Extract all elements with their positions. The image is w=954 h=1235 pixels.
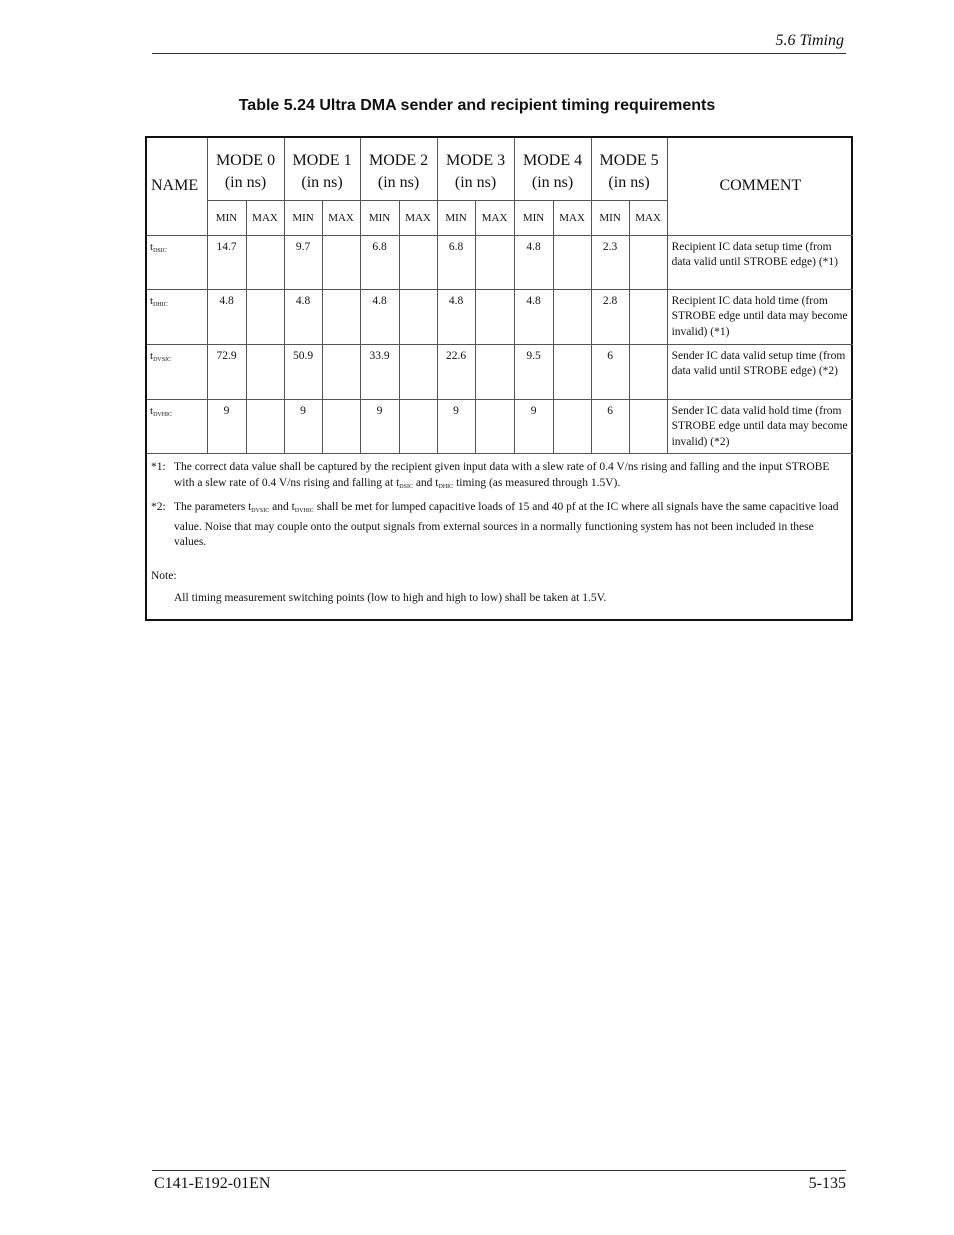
mode-1-max-value: [322, 344, 360, 399]
mode-3-min-value: 22.6: [437, 344, 475, 399]
mode-3-min-header: MIN: [437, 200, 475, 235]
footnote-2: [151, 500, 847, 551]
table-row: [147, 344, 853, 399]
mode-1-min-value: 9: [284, 399, 322, 453]
footnote-1-sub-2: DHIC: [438, 483, 454, 490]
mode-0-max-value: [246, 399, 284, 453]
mode-0-min-header: MIN: [207, 200, 246, 235]
mode-4-min-value: 9.5: [514, 344, 553, 399]
mode-4-label: MODE 4: [523, 152, 583, 169]
footnote-1-mark: *1:: [151, 461, 166, 473]
mode-5-header: [591, 138, 667, 200]
param-name-sub: DVSIC: [153, 356, 172, 363]
mode-2-max-value: [399, 235, 437, 289]
param-name-sub: DHIC: [153, 301, 168, 308]
mode-2-max-value: [399, 399, 437, 453]
comment-header: COMMENT: [667, 138, 853, 235]
footnote-2-text-b: and t: [269, 501, 295, 513]
mode-5-min-value: 6: [591, 344, 629, 399]
note-label: Note:: [151, 569, 177, 582]
mode-0-max-value: [246, 235, 284, 289]
mode-2-unit: (in ns): [377, 174, 420, 191]
param-name: [147, 399, 207, 453]
mode-0-max-value: [246, 344, 284, 399]
mode-3-min-value: 4.8: [437, 289, 475, 344]
row-comment: Sender IC data valid setup time (from data valid until STROBE edge) (*2): [667, 344, 853, 399]
mode-2-max-value: [399, 289, 437, 344]
header-text: 5.6 Timing: [775, 32, 844, 49]
mode-0-min-value: 14.7: [207, 235, 246, 289]
mode-1-max-value: [322, 235, 360, 289]
mode-0-max-header: MAX: [246, 200, 284, 235]
mode-2-min-header: MIN: [360, 200, 399, 235]
mode-4-max-value: [553, 235, 591, 289]
footnote-1-text-c: timing (as measured through 1.5V).: [453, 476, 621, 489]
mode-3-min-value: 6.8: [437, 235, 475, 289]
mode-1-label: MODE 1: [292, 152, 352, 169]
param-name-sub: DSIC: [153, 247, 167, 254]
mode-3-max-value: [475, 235, 514, 289]
footnote-2-text-a: The parameters t: [174, 501, 252, 513]
mode-3-max-value: [475, 289, 514, 344]
mode-5-max-value: [629, 399, 667, 453]
footer-doc-id: C141-E192-01EN: [154, 1175, 271, 1192]
mode-3-max-header: MAX: [475, 200, 514, 235]
mode-1-header: [284, 138, 360, 200]
table-row: [147, 399, 853, 453]
mode-2-header: [360, 138, 437, 200]
mode-2-label: MODE 2: [368, 152, 429, 169]
table-row: [147, 289, 853, 344]
mode-5-min-value: 6: [591, 399, 629, 453]
param-name-base: t: [150, 404, 154, 417]
mode-4-max-value: [553, 399, 591, 453]
param-name-base: t: [150, 240, 154, 253]
mode-1-max-value: [322, 399, 360, 453]
row-comment: Recipient IC data hold time (from STROBE edge until data may become invalid) (*1): [667, 289, 853, 344]
mode-4-max-header: MAX: [553, 200, 591, 235]
mode-3-min-value: 9: [437, 399, 475, 453]
mode-2-min-value: 6.8: [360, 235, 399, 289]
mode-1-unit: (in ns): [301, 174, 343, 191]
mode-4-header: [514, 138, 591, 200]
mode-4-unit: (in ns): [531, 174, 574, 191]
footnote-1-text-b: and t: [412, 476, 439, 489]
table-row: [147, 235, 853, 289]
mode-2-min-value: 33.9: [360, 344, 399, 399]
footnote-1-text-a: The correct data value shall be captured by the recipient given input data with a slew rate of 0.4 V/ns rising and falling and the input STROBE with a slew rate of 0.4 V/ns rising and falling at t: [174, 461, 830, 489]
mode-5-min-header: MIN: [591, 200, 629, 235]
row-comment: Sender IC data valid hold time (from STROBE edge until data may become invalid) (*2): [667, 399, 853, 453]
param-name-base: t: [150, 294, 154, 307]
footnote-2-text-c: shall be met for lumped capacitive loads of 15 and 40 pf at the IC where all signals have the same capacitive load value. Noise that may couple onto the output signals from external sources in a normally functioning system has not been included in these values.: [174, 501, 839, 548]
footer-rule: [152, 1170, 846, 1171]
header-rule: [152, 53, 846, 54]
mode-1-min-value: 4.8: [284, 289, 322, 344]
mode-3-max-value: [475, 399, 514, 453]
mode-1-min-value: 9.7: [284, 235, 322, 289]
mode-4-min-header: MIN: [514, 200, 553, 235]
mode-4-min-value: 4.8: [514, 289, 553, 344]
mode-1-min-value: 50.9: [284, 344, 322, 399]
note-text: All timing measurement switching points (low to high and high to low) shall be taken at 1.5V.: [174, 592, 607, 604]
mode-4-max-value: [553, 289, 591, 344]
mode-2-min-value: 9: [360, 399, 399, 453]
footer-page-number: 5-135: [808, 1175, 846, 1192]
timing-table: [145, 136, 853, 621]
mode-0-label: MODE 0: [215, 152, 276, 169]
mode-4-min-value: 4.8: [514, 235, 553, 289]
mode-0-unit: (in ns): [224, 174, 267, 191]
table-notes: [151, 460, 847, 607]
mode-3-max-value: [475, 344, 514, 399]
mode-5-unit: (in ns): [608, 174, 650, 191]
mode-5-max-header: MAX: [629, 200, 667, 235]
mode-2-max-header: MAX: [399, 200, 437, 235]
mode-3-label: MODE 3: [446, 152, 506, 169]
mode-4-max-value: [553, 344, 591, 399]
mode-1-min-header: MIN: [284, 200, 322, 235]
mode-3-unit: (in ns): [454, 174, 497, 191]
mode-0-min-value: 4.8: [207, 289, 246, 344]
mode-0-header: [207, 138, 284, 200]
name-header: NAME: [147, 138, 207, 235]
mode-3-header: [437, 138, 514, 200]
mode-1-max-header: MAX: [322, 200, 360, 235]
mode-0-max-value: [246, 289, 284, 344]
footnote-1-sub-1: DSIC: [399, 483, 413, 490]
mode-5-label: MODE 5: [599, 152, 659, 169]
param-name: [147, 289, 207, 344]
mode-0-min-value: 72.9: [207, 344, 246, 399]
param-name: [147, 344, 207, 399]
param-name-base: t: [150, 349, 154, 362]
mode-2-max-value: [399, 344, 437, 399]
mode-5-max-value: [629, 289, 667, 344]
footnote-2-mark: *2:: [151, 501, 166, 513]
row-comment: Recipient IC data setup time (from data valid until STROBE edge) (*1): [667, 235, 853, 289]
mode-5-min-value: 2.3: [591, 235, 629, 289]
footnote-2-sub-2: DVHIC: [294, 508, 314, 514]
footnote-1: [151, 460, 847, 495]
mode-5-max-value: [629, 344, 667, 399]
mode-5-max-value: [629, 235, 667, 289]
mode-2-min-value: 4.8: [360, 289, 399, 344]
param-name-sub: DVHIC: [153, 411, 173, 418]
footnote-2-sub-1: DVSIC: [251, 508, 270, 514]
param-name: [147, 235, 207, 289]
table-caption: Table 5.24 Ultra DMA sender and recipient timing requirements: [238, 97, 716, 114]
mode-0-min-value: 9: [207, 399, 246, 453]
mode-5-min-value: 2.8: [591, 289, 629, 344]
mode-1-max-value: [322, 289, 360, 344]
mode-4-min-value: 9: [514, 399, 553, 453]
